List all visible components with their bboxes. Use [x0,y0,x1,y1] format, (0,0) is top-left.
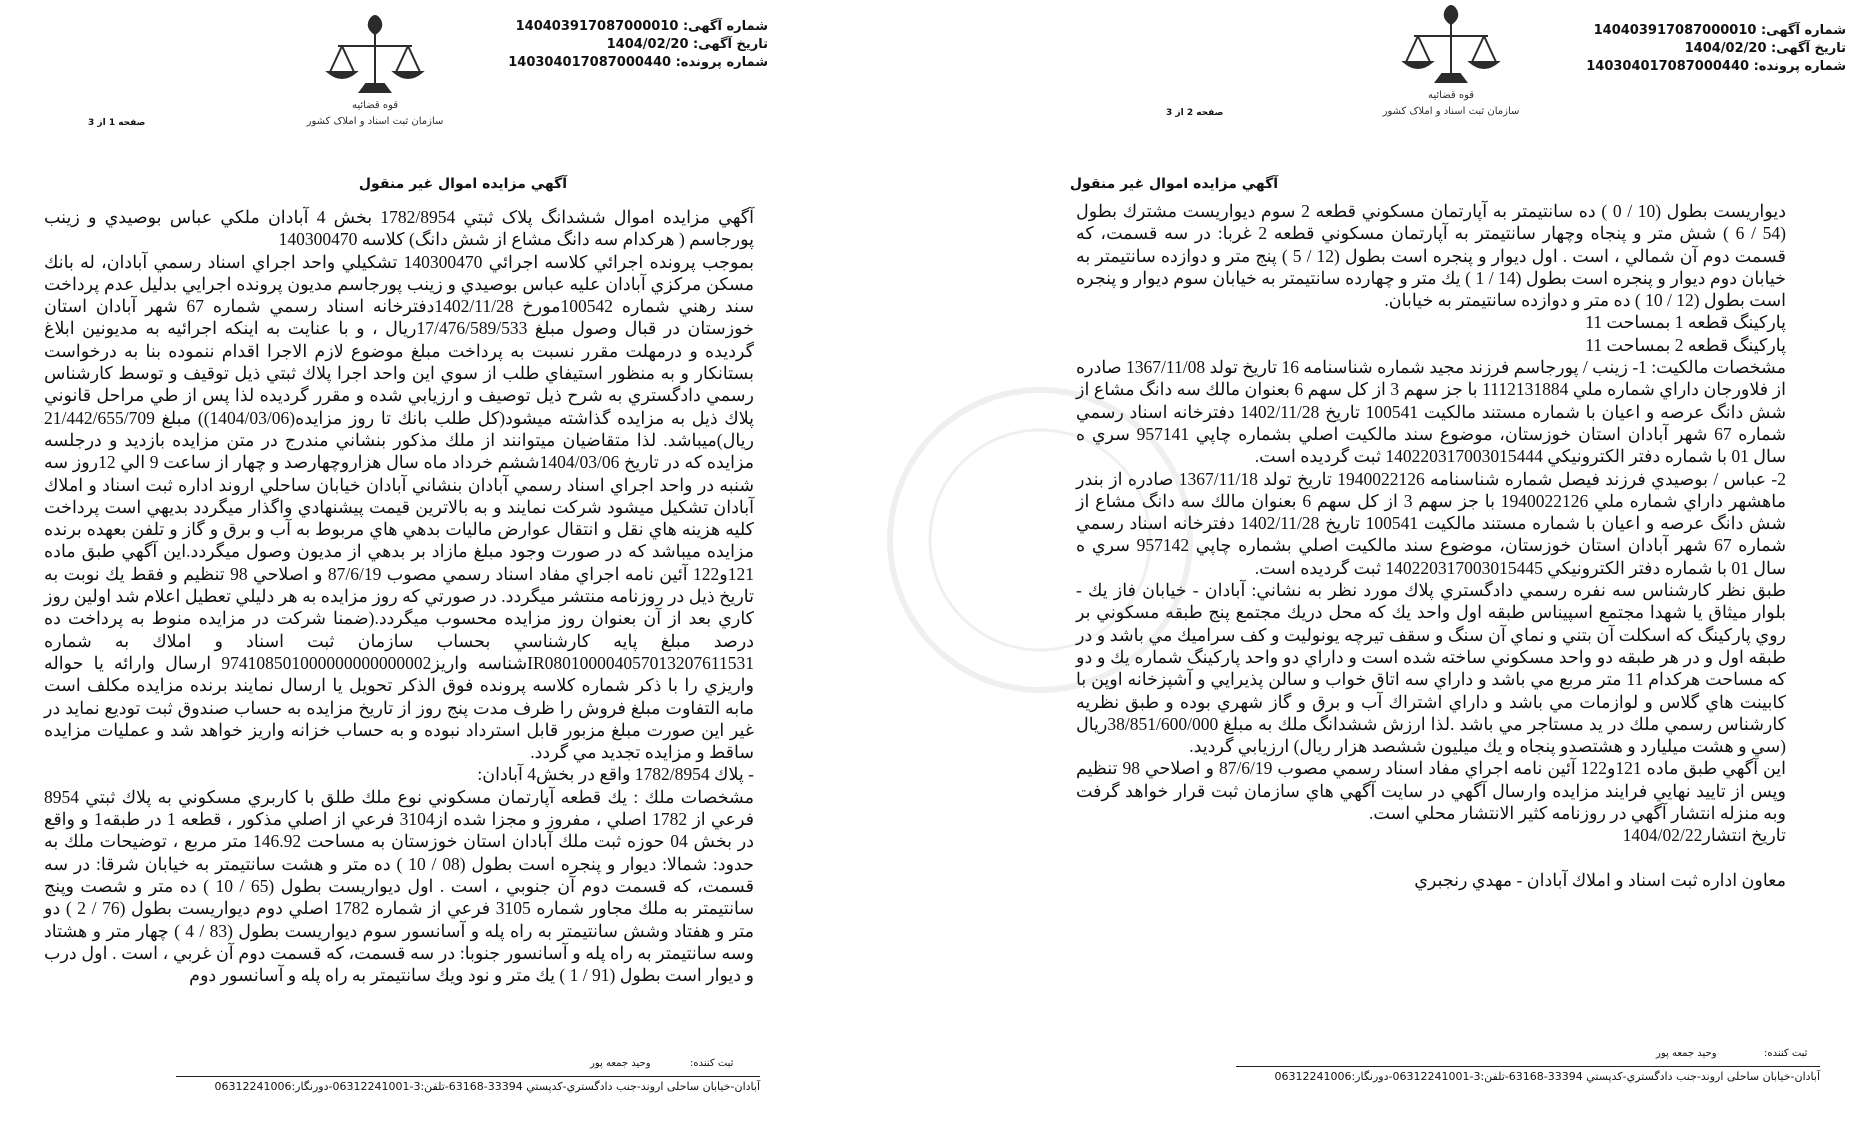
notice-number-label: شماره آگهی: [682,19,768,34]
body-paragraph: آگهي مزايده اموال ششدانگ پلاک ثبتي 1782/8954 بخش 4 آبادان ملكي عباس بوصيدي و زينب پورجاسم ( هركدام سه دانگ مشاع از شش دانگ) كلاسه 140300470 [44,207,755,250]
footer-divider [176,1076,760,1077]
registrar-label: ثبت كننده: [1764,1048,1808,1059]
page-number: صفحه 2 از 3 [1166,108,1224,118]
body-paragraph: پاركينگ قطعه 1 بمساحت 11 [1585,312,1786,333]
notice-number-label: شماره آگهی: [1760,23,1846,38]
body-paragraph: - پلاك 1782/8954 واقع در بخش4 آبادان: [477,764,754,785]
body-paragraph: اين آگهي طبق ماده 121و122 آئين نامه اجراي مفاد اسناد رسمي مصوب 87/6/19 و اصلاحي 98 تنظيم وپس از تاييد نهايي فرايند مزايده وارسال آگهي در سايت آگهي هاي سازمان ثبت قرار خواهد گرفت وبه منزله انتشار آگهي در روزنامه كثير الانتشار محلي است. [1076,758,1787,824]
notice-body [44,206,755,986]
case-number: 140304017087000440 [508,55,672,70]
case-number-label: شماره پرونده: [1753,59,1846,74]
emblem-caption-line2: سازمان ثبت اسناد و املاک کشور [1382,106,1520,117]
footer-divider [1236,1066,1820,1067]
signature-line: معاون اداره ثبت اسناد و املاك آبادان - مهدي رنجبري [1414,869,1786,890]
body-paragraph: مشخصات مالكيت: 1- زينب / پورجاسم فرزند مجيد شماره شناسنامه 16 تاريخ تولد 1367/11/08 صادره از فلاورجان داراي شماره ملي 1112131884 با جز سهم 3 از كل سهم 6 بعنوان مالك سه دانگ مشاع از شش دانگ عرصه و اعيان با شماره مستند مالكيت 100541 تاريخ 1402/11/28 دفترخانه اسناد رسمي شماره 67 شهر آبادان استان خوزستان، موضوع سند مالكيت اصلي بشماره چاپي 957141 سري ه سال 01 با شماره دفتر الكترونيكي 140220317003015444 ثبت گرديده است. [1076,357,1787,467]
notice-body [1076,200,1786,960]
notice-number: 140403917087000010 [515,19,679,34]
body-paragraph: بموجب پرونده اجرائي كلاسه اجرائي 140300470 تشكيلي واحد اجراي اسناد رسمي آبادان، له بانك مسكن مركزي آبادان عليه عباس بوصيدي و زينب پورجاسم مديون پرونده اجرايي بدليل عدم پرداخت سند رهني شماره 100542مورخ 1402/11/28دفترخانه اسناد رسمي شماره 67 شهر آبادان استان خوزستان در قبال وصول مبلغ 17/476/589/533ريال ، و با عنايت به اينكه اجرائيه به مديونين ابلاغ گرديده و درمهلت مقرر نسبت به پرداخت مبلغ موضوع لازم الاجرا اقدام ننموده بنا به درخواست بستانكار و به منظور استيفاي طلب از سوي اين واحد اجرا پلاك ثبتي ذيل توقيف و توسط كارشناس رسمي دادگستري به شرح ذيل توصيف و ارزيابي شده و مقرر گرديده لذا پس از طي مراحل قانوني پلاك ذيل به مزايده گذاشته ميشود(كل طلب بانك تا روز مزايده(1404/03/06)) مبلغ 21/442/655/709 ريال)ميباشد. لذا متقاضيان ميتوانند از ملك مذكور بنشاني مندرج در متن مزايده بازديد و درجلسه مزايده كه در تاريخ 1404/03/06ششم خرداد ماه سال هزاروچهارصد و چهار از ساعت 9 الي 12روز سه شنبه در واحد اجراي اسناد رسمي آبادان بنشاني آبادان خيابان ساحلي اروند اداره ثبت اسناد و املاك آبادان تشكيل ميشود شركت نمايند و به بالاترين قيمت پيشنهادي واگذار ميگردد بديهي است پرداخت كليه هزينه هاي نقل و انتقال عوارض ماليات بدهي هاي مربوط به آب و برق و گاز و تلفن بعهده برنده مزايده ميباشد كه در صورت وجود مبلغ مازاد بر بدهي از مديون وصول ميگردد.اين آگهي طبق ماده 121و122 آئين نامه اجراي مفاد اسناد رسمي مصوب 87/6/19 و اصلاحي 98 تنظيم و فقط يك نوبت به تاريخ ذيل در روزنامه منتشر ميگردد. در صورتي كه روز مزايده به هر دليلي تعطيل اعلام شد اولين روز كاري بعد از آن بعنوان روز مزايده محسوب ميگردد.(ضمنا شركت در مزايده منوط به پرداخت ده درصد مبلغ پايه كارشناسي بحساب سازمان ثبت اسناد و املاك به شماره IR080100004057013207611531شناسه واريز974108501000000000000002 ارسال وارائه يا حواله واريزي را با ذكر شماره كلاسه پرونده فوق الذكر تحويل يا ارسال نمايند برنده مزايده مكلف است مابه التفاوت مبلغ فروش را ظرف مدت پنج روز از تاريخ مزايده به حساب صندوق ثبت توديع نمايد در غير اين صورت مبلغ مزبور قابل استرداد نبوده و به حساب خزانه واريز خواهد شد و عمليات مزايده ساقط و مزايده تجديد مي گردد. [44,251,755,763]
notice-title: آگهي مزايده اموال غير منقول [358,176,568,192]
notice-page-2 [926,0,1852,1129]
body-spacer [1076,847,1786,869]
notice-date: 1404/02/20 [1684,41,1767,56]
body-paragraph: تاريخ انتشار1404/02/22 [1622,825,1786,846]
case-number-label: شماره پرونده: [675,55,768,70]
notice-header [488,18,768,72]
judiciary-emblem-icon [300,10,450,130]
body-paragraph: طبق نظر كارشناس سه نفره رسمي دادگستري پلاك مورد نظر به نشاني: آبادان - خيابان فاز يك - بلوار ميثاق يا شهدا مجتمع اسپيناس طبقه اول واحد يك كه محل دريك مجتمع پنج طبقه مسكوني بر روي پاركينگ كه اسكلت آن بتني و نماي آن سنگ و سقف تيرچه يونوليت و كف سراميك مي باشد و در طبقه اول و در هر طبقه دو واحد مسكوني ساخته شده است و داراي دو واحد پاركينگ شماره يك و دو كه مساحت هركدام 11 متر مربع مي باشد و داراي سه اتاق خواب و سالن پذيرايي و آشپزخانه اوپن با كابينت هاي گلاس و لوازمات مي باشد و داراي اشتراك آب و برق و گاز شهري بوده و طبق نظريه كارشناس رسمي ملك در يد مستاجر مي باشد .لذا ارزش ششدانگ ملك به مبلغ 38/851/600/000ريال (سي و هشت ميليارد و هشتصدو پنجاه و يك ميليون ششصد هزار ريال) ارزيابي گرديد. [1076,580,1786,757]
emblem-caption-line2: سازمان ثبت اسناد و املاک کشور [306,116,444,127]
emblem-caption-line1: قوه قضائیه [351,100,399,111]
judiciary-emblem-icon [1376,0,1526,120]
emblem-caption-line1: قوه قضائیه [1427,90,1475,101]
registrar-name: وحيد جمعه پور [590,1058,651,1069]
notice-date-label: تاریخ آگهی: [693,37,768,52]
notice-date-label: تاریخ آگهی: [1771,41,1846,56]
body-paragraph: مشخصات ملك : يك قطعه آپارتمان مسكوني نوع ملك طلق با كاربري مسكوني به پلاك ثبتي 8954 فرعي از 1782 اصلي ، مفروز و مجزا شده از3104 فرعي از اصلي مذكور ، قطعه 1 در طبقه1 و واقع در بخش 04 حوزه ثبت ملك آبادان استان خوزستان به مساحت 146.92 متر مربع ، توضيحات ملك به حدود: شمالا: ديوار و پنجره است بطول (08 / 10 ) ده متر و هشت سانتيمتر به خيابان شرقا: در سه قسمت، كه قسمت دوم آن جنوبي ، است . اول ديواريست بطول (65 / 10 ) ده متر و شصت وپنج سانتيمتر به ملك مجاور شماره 3105 فرعي از شماره 1782 اصلي دوم ديواريست بطول (76 / 2 ) دو متر و هفتاد وشش سانتيمتر به راه پله و آسانسور سوم ديواريست بطول (83 / 4 ) چهار متر و هشتاد وسه سانتيمتر به راه پله و آسانسور جنوبا: در سه قسمت، كه قسمت دوم آن غربي ، است . اول درب و ديوار است بطول (91 / 1 ) يك متر و نود ويك سانتيمتر به راه پله و آسانسور دوم [44,786,754,986]
registrar-label: ثبت كننده: [690,1058,734,1069]
body-paragraph: پاركينگ قطعه 2 بمساحت 11 [1585,334,1786,355]
case-number: 140304017087000440 [1586,59,1750,74]
footer-address: آبادان-خیابان ساحلی اروند-جنب دادگستري-كدپستي 33394-63168-تلفن:3-06312241001-دورنگار:06312241006 [1274,1070,1820,1083]
notice-date: 1404/02/20 [606,37,689,52]
body-paragraph: 2- عباس / بوصيدي فرزند فيصل شماره شناسنامه 1940022126 تاريخ تولد 1367/11/18 صادره از بندر ماهشهر داراي شماره ملي 1940022126 با جز سهم 3 از كل سهم 6 بعنوان مالك سه دانگ مشاع از شش دانگ عرصه و اعيان با شماره مستند مالكيت 100541 تاريخ 1402/11/28 دفترخانه اسناد رسمي شماره 67 شهر آبادان استان خوزستان، موضوع سند مالكيت اصلي بشماره چاپي 957142 سري ه سال 01 با شماره دفتر الكترونيكي 140220317003015445 ثبت گرديده است. [1076,468,1787,578]
registrar-name: وحيد جمعه پور [1656,1048,1717,1059]
notice-header [1566,22,1846,76]
notice-title: آگهي مزايده اموال غير منقول [1069,176,1279,192]
footer-address: آبادان-خیابان ساحلی اروند-جنب دادگستري-كدپستي 33394-63168-تلفن:3-06312241001-دورنگار:06312241006 [214,1080,760,1093]
page-number: صفحه 1 از 3 [88,118,146,128]
notice-number: 140403917087000010 [1593,23,1757,38]
body-paragraph: ديواريست بطول (10 / 0 ) ده سانتيمتر به آپارتمان مسكوني قطعه 2 سوم ديواريست مشترك بطول (54 / 6 ) شش متر و پنجاه وچهار سانتيمتر به آپارتمان مسكوني قطعه 2 غربا: در سه قسمت، كه قسمت دوم آن شمالي ، است . اول ديوار و پنجره است بطول (12 / 5 ) پنج متر و دوازده سانتيمتر به خيابان دوم ديوار و پنجره است بطول (14 / 1 ) يك متر و چهارده سانتيمتر به خيابان سوم ديوار و پنجره است بطول (12 / 10 ) ده متر و دوازده سانتيمتر به خيابان. [1076,201,1786,311]
